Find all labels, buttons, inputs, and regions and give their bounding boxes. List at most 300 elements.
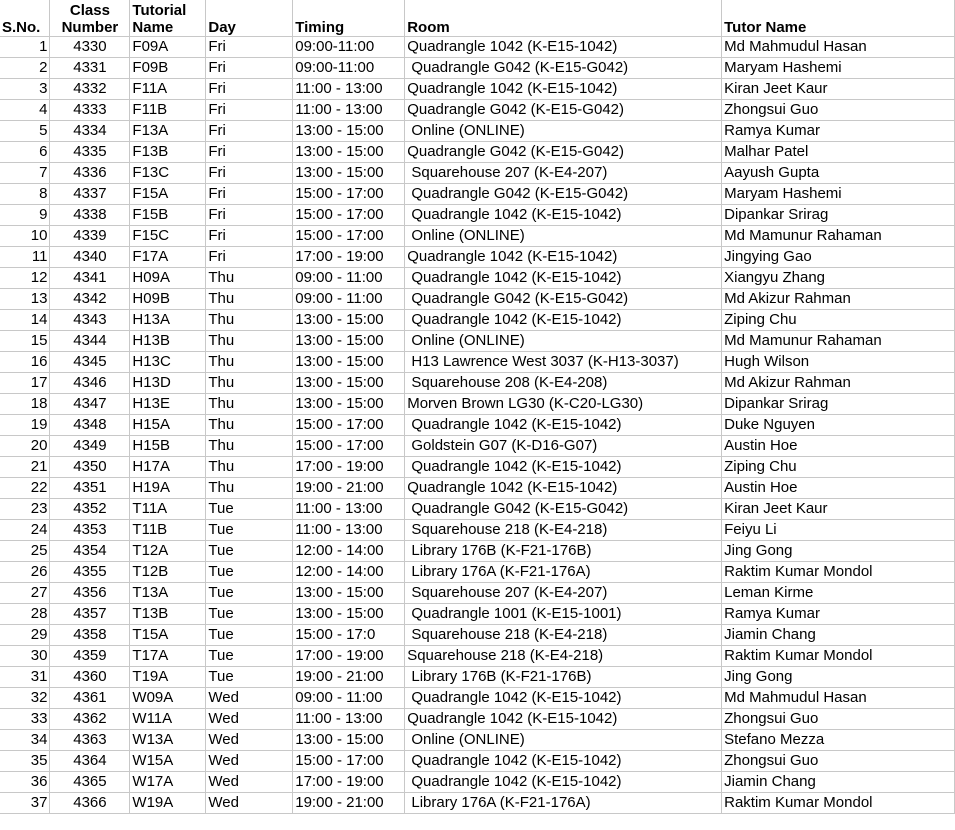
sno-cell[interactable]: 7 — [0, 163, 50, 184]
room-cell[interactable]: Quadrangle 1042 (K-E15-1042) — [405, 247, 722, 268]
class-number-cell[interactable]: 4354 — [50, 541, 130, 562]
day-cell[interactable]: Wed — [206, 709, 293, 730]
day-cell[interactable]: Tue — [206, 625, 293, 646]
table-row — [0, 646, 955, 667]
tutor-name-cell[interactable]: Md Mahmudul Hasan — [722, 688, 955, 709]
sno-cell[interactable]: 5 — [0, 121, 50, 142]
room-cell[interactable]: Online (ONLINE) — [405, 331, 722, 352]
class-number-cell[interactable]: 4356 — [50, 583, 130, 604]
header-sno[interactable] — [0, 0, 50, 37]
table-row — [0, 688, 955, 709]
tutor-name-cell[interactable]: Xiangyu Zhang — [722, 268, 955, 289]
tutorial-name-cell[interactable]: F13C — [130, 163, 206, 184]
room-cell[interactable]: Quadrangle 1042 (K-E15-1042) — [405, 268, 722, 289]
room-cell[interactable]: Quadrangle 1042 (K-E15-1042) — [405, 310, 722, 331]
room-cell[interactable]: Quadrangle 1042 (K-E15-1042) — [405, 415, 722, 436]
tutor-name-cell[interactable]: Ramya Kumar — [722, 121, 955, 142]
class-number-cell[interactable]: 4339 — [50, 226, 130, 247]
tutorial-name-cell[interactable]: F13A — [130, 121, 206, 142]
header-class-number[interactable] — [50, 0, 130, 37]
sno-cell[interactable]: 2 — [0, 58, 50, 79]
tutor-name-cell[interactable]: Hugh Wilson — [722, 352, 955, 373]
class-number-cell[interactable]: 4362 — [50, 709, 130, 730]
sno-cell[interactable]: 1 — [0, 37, 50, 58]
class-number-cell[interactable]: 4366 — [50, 793, 130, 814]
tutor-name-cell[interactable]: Md Mamunur Rahaman — [722, 331, 955, 352]
day-cell[interactable]: Thu — [206, 310, 293, 331]
tutor-name-cell[interactable]: Feiyu Li — [722, 520, 955, 541]
tutor-name-cell[interactable]: Zhongsui Guo — [722, 100, 955, 121]
day-cell[interactable]: Fri — [206, 247, 293, 268]
sno-cell[interactable]: 20 — [0, 436, 50, 457]
tutorial-name-cell[interactable]: F13B — [130, 142, 206, 163]
sno-cell[interactable]: 36 — [0, 772, 50, 793]
room-cell[interactable]: Quadrangle G042 (K-E15-G042) — [405, 58, 722, 79]
header-day-label: Day — [208, 19, 236, 36]
room-cell[interactable]: Squarehouse 218 (K-E4-218) — [405, 646, 722, 667]
table-row — [0, 730, 955, 751]
header-room-label: Room — [407, 19, 450, 36]
timing-cell[interactable]: 13:00 - 15:00 — [293, 583, 405, 604]
table-row — [0, 457, 955, 478]
sno-cell[interactable]: 17 — [0, 373, 50, 394]
header-tutor-name[interactable] — [722, 0, 955, 37]
tutor-name-cell[interactable]: Zhongsui Guo — [722, 751, 955, 772]
timing-cell[interactable]: 17:00 - 19:00 — [293, 247, 405, 268]
sno-cell[interactable]: 8 — [0, 184, 50, 205]
tutor-name-cell[interactable]: Ziping Chu — [722, 457, 955, 478]
timing-cell[interactable]: 15:00 - 17:00 — [293, 184, 405, 205]
table-row — [0, 163, 955, 184]
class-number-cell[interactable]: 4336 — [50, 163, 130, 184]
room-cell[interactable]: Morven Brown LG30 (K-C20-LG30) — [405, 394, 722, 415]
tutorial-name-cell[interactable]: T12A — [130, 541, 206, 562]
class-number-cell[interactable]: 4357 — [50, 604, 130, 625]
class-number-cell[interactable]: 4345 — [50, 352, 130, 373]
day-cell[interactable]: Tue — [206, 562, 293, 583]
timing-cell[interactable]: 11:00 - 13:00 — [293, 709, 405, 730]
table-row — [0, 142, 955, 163]
room-cell[interactable]: Quadrangle 1042 (K-E15-1042) — [405, 709, 722, 730]
room-cell[interactable]: Squarehouse 207 (K-E4-207) — [405, 163, 722, 184]
tutorial-name-cell[interactable]: F11A — [130, 79, 206, 100]
tutorial-name-cell[interactable]: W09A — [130, 688, 206, 709]
tutorial-name-cell[interactable]: F09B — [130, 58, 206, 79]
room-cell[interactable]: Quadrangle 1042 (K-E15-1042) — [405, 772, 722, 793]
timing-cell[interactable]: 19:00 - 21:00 — [293, 793, 405, 814]
room-cell[interactable]: Quadrangle G042 (K-E15-G042) — [405, 184, 722, 205]
timing-cell[interactable]: 19:00 - 21:00 — [293, 667, 405, 688]
day-cell[interactable]: Thu — [206, 415, 293, 436]
timing-cell[interactable]: 13:00 - 15:00 — [293, 373, 405, 394]
class-number-cell[interactable]: 4363 — [50, 730, 130, 751]
class-number-cell[interactable]: 4364 — [50, 751, 130, 772]
table-row — [0, 541, 955, 562]
room-cell[interactable]: Quadrangle G042 (K-E15-G042) — [405, 100, 722, 121]
day-cell[interactable]: Fri — [206, 163, 293, 184]
class-number-cell[interactable]: 4331 — [50, 58, 130, 79]
tutor-name-cell[interactable]: Md Mamunur Rahaman — [722, 226, 955, 247]
timing-cell[interactable]: 17:00 - 19:00 — [293, 772, 405, 793]
room-cell[interactable]: Library 176B (K-F21-176B) — [405, 541, 722, 562]
table-row — [0, 247, 955, 268]
timing-cell[interactable]: 13:00 - 15:00 — [293, 394, 405, 415]
class-number-cell[interactable]: 4349 — [50, 436, 130, 457]
timing-cell[interactable]: 13:00 - 15:00 — [293, 121, 405, 142]
sno-cell[interactable]: 4 — [0, 100, 50, 121]
sno-cell[interactable]: 30 — [0, 646, 50, 667]
class-number-cell[interactable]: 4342 — [50, 289, 130, 310]
day-cell[interactable]: Wed — [206, 772, 293, 793]
header-room[interactable] — [405, 0, 722, 37]
room-cell[interactable]: Library 176B (K-F21-176B) — [405, 667, 722, 688]
tutor-name-cell[interactable]: Raktim Kumar Mondol — [722, 562, 955, 583]
class-number-cell[interactable]: 4361 — [50, 688, 130, 709]
class-number-cell[interactable]: 4360 — [50, 667, 130, 688]
room-cell[interactable]: Quadrangle 1042 (K-E15-1042) — [405, 37, 722, 58]
tutor-name-cell[interactable]: Stefano Mezza — [722, 730, 955, 751]
table-row — [0, 499, 955, 520]
class-number-cell[interactable]: 4343 — [50, 310, 130, 331]
room-cell[interactable]: Library 176A (K-F21-176A) — [405, 562, 722, 583]
timing-cell[interactable]: 15:00 - 17:00 — [293, 436, 405, 457]
tutor-name-cell[interactable]: Raktim Kumar Mondol — [722, 793, 955, 814]
room-cell[interactable]: Quadrangle 1001 (K-E15-1001) — [405, 604, 722, 625]
room-cell[interactable]: Quadrangle 1042 (K-E15-1042) — [405, 79, 722, 100]
class-number-cell[interactable]: 4365 — [50, 772, 130, 793]
class-number-cell[interactable]: 4337 — [50, 184, 130, 205]
sno-cell[interactable]: 27 — [0, 583, 50, 604]
tutor-name-cell[interactable]: Ramya Kumar — [722, 604, 955, 625]
class-number-cell[interactable]: 4348 — [50, 415, 130, 436]
tutor-name-cell[interactable]: Raktim Kumar Mondol — [722, 646, 955, 667]
tutorial-name-cell[interactable]: F15A — [130, 184, 206, 205]
tutor-name-cell[interactable]: Austin Hoe — [722, 436, 955, 457]
class-number-cell[interactable]: 4338 — [50, 205, 130, 226]
timing-cell[interactable]: 13:00 - 15:00 — [293, 310, 405, 331]
day-cell[interactable]: Thu — [206, 478, 293, 499]
timing-cell[interactable]: 12:00 - 14:00 — [293, 562, 405, 583]
sno-cell[interactable]: 10 — [0, 226, 50, 247]
tutorial-name-cell[interactable]: W19A — [130, 793, 206, 814]
sno-cell[interactable]: 29 — [0, 625, 50, 646]
sno-cell[interactable]: 12 — [0, 268, 50, 289]
tutorial-name-cell[interactable]: W17A — [130, 772, 206, 793]
class-number-cell[interactable]: 4332 — [50, 79, 130, 100]
tutor-name-cell[interactable]: Maryam Hashemi — [722, 58, 955, 79]
tutorial-name-cell[interactable]: H15B — [130, 436, 206, 457]
sno-cell[interactable]: 26 — [0, 562, 50, 583]
class-number-cell[interactable]: 4333 — [50, 100, 130, 121]
table-row — [0, 793, 955, 814]
table-row — [0, 100, 955, 121]
tutorial-name-cell[interactable]: H13D — [130, 373, 206, 394]
table-row — [0, 184, 955, 205]
sno-cell[interactable]: 35 — [0, 751, 50, 772]
tutorial-name-cell[interactable]: T17A — [130, 646, 206, 667]
day-cell[interactable]: Thu — [206, 457, 293, 478]
tutor-name-cell[interactable]: Maryam Hashemi — [722, 184, 955, 205]
room-cell[interactable]: Quadrangle 1042 (K-E15-1042) — [405, 751, 722, 772]
day-cell[interactable]: Thu — [206, 331, 293, 352]
day-cell[interactable]: Tue — [206, 646, 293, 667]
table-row — [0, 562, 955, 583]
timing-cell[interactable]: 15:00 - 17:00 — [293, 205, 405, 226]
timing-cell[interactable]: 11:00 - 13:00 — [293, 520, 405, 541]
sno-cell[interactable]: 34 — [0, 730, 50, 751]
tutor-name-cell[interactable]: Kiran Jeet Kaur — [722, 499, 955, 520]
timing-cell[interactable]: 11:00 - 13:00 — [293, 79, 405, 100]
room-cell[interactable]: Goldstein G07 (K-D16-G07) — [405, 436, 722, 457]
tutorial-name-cell[interactable]: H09A — [130, 268, 206, 289]
day-cell[interactable]: Tue — [206, 604, 293, 625]
sno-cell[interactable]: 31 — [0, 667, 50, 688]
timing-cell[interactable]: 17:00 - 19:00 — [293, 457, 405, 478]
sno-cell[interactable]: 28 — [0, 604, 50, 625]
room-cell[interactable]: Quadrangle 1042 (K-E15-1042) — [405, 205, 722, 226]
table-row — [0, 310, 955, 331]
tutorial-name-cell[interactable]: T13A — [130, 583, 206, 604]
room-cell[interactable]: Library 176A (K-F21-176A) — [405, 793, 722, 814]
tutorial-name-cell[interactable]: F09A — [130, 37, 206, 58]
timing-cell[interactable]: 09:00-11:00 — [293, 37, 405, 58]
tutorial-name-cell[interactable]: T13B — [130, 604, 206, 625]
table-row — [0, 604, 955, 625]
header-timing-label: Timing — [295, 19, 345, 36]
tutor-name-cell[interactable]: Jingying Gao — [722, 247, 955, 268]
tutor-name-cell[interactable]: Md Akizur Rahman — [722, 373, 955, 394]
table-body — [0, 37, 955, 814]
tutor-name-cell[interactable]: Kiran Jeet Kaur — [722, 79, 955, 100]
tutorial-name-cell[interactable]: H09B — [130, 289, 206, 310]
room-cell[interactable]: Squarehouse 218 (K-E4-218) — [405, 520, 722, 541]
tutor-name-cell[interactable]: Dipankar Srirag — [722, 205, 955, 226]
day-cell[interactable]: Wed — [206, 793, 293, 814]
tutorial-name-cell[interactable]: H13C — [130, 352, 206, 373]
sno-cell[interactable]: 24 — [0, 520, 50, 541]
day-cell[interactable]: Wed — [206, 730, 293, 751]
timing-cell[interactable]: 19:00 - 21:00 — [293, 478, 405, 499]
sno-cell[interactable]: 21 — [0, 457, 50, 478]
table-row — [0, 205, 955, 226]
class-number-cell[interactable]: 4353 — [50, 520, 130, 541]
room-cell[interactable]: Online (ONLINE) — [405, 121, 722, 142]
tutor-name-cell[interactable]: Md Akizur Rahman — [722, 289, 955, 310]
timing-cell[interactable]: 12:00 - 14:00 — [293, 541, 405, 562]
timing-cell[interactable]: 17:00 - 19:00 — [293, 646, 405, 667]
tutorial-name-cell[interactable]: F15C — [130, 226, 206, 247]
day-cell[interactable]: Fri — [206, 79, 293, 100]
day-cell[interactable]: Fri — [206, 184, 293, 205]
tutor-name-cell[interactable]: Dipankar Srirag — [722, 394, 955, 415]
class-number-cell[interactable]: 4330 — [50, 37, 130, 58]
header-sno-label: S.No. — [2, 19, 41, 36]
day-cell[interactable]: Wed — [206, 688, 293, 709]
class-number-cell[interactable]: 4351 — [50, 478, 130, 499]
sno-cell[interactable]: 22 — [0, 478, 50, 499]
sno-cell[interactable]: 13 — [0, 289, 50, 310]
tutorial-name-cell[interactable]: H15A — [130, 415, 206, 436]
timing-cell[interactable]: 11:00 - 13:00 — [293, 100, 405, 121]
tutor-name-cell[interactable]: Jiamin Chang — [722, 772, 955, 793]
tutorial-name-cell[interactable]: F15B — [130, 205, 206, 226]
day-cell[interactable]: Tue — [206, 583, 293, 604]
tutor-name-cell[interactable]: Duke Nguyen — [722, 415, 955, 436]
day-cell[interactable]: Fri — [206, 121, 293, 142]
tutor-name-cell[interactable]: Jing Gong — [722, 541, 955, 562]
day-cell[interactable]: Thu — [206, 436, 293, 457]
day-cell[interactable]: Fri — [206, 37, 293, 58]
day-cell[interactable]: Fri — [206, 205, 293, 226]
tutor-name-cell[interactable]: Ziping Chu — [722, 310, 955, 331]
timing-cell[interactable]: 13:00 - 15:00 — [293, 352, 405, 373]
header-tutor-name-label: Tutor Name — [724, 19, 807, 36]
day-cell[interactable]: Thu — [206, 289, 293, 310]
day-cell[interactable]: Tue — [206, 520, 293, 541]
timing-cell[interactable]: 13:00 - 15:00 — [293, 163, 405, 184]
tutorial-name-cell[interactable]: W11A — [130, 709, 206, 730]
sno-cell[interactable]: 33 — [0, 709, 50, 730]
header-day[interactable] — [206, 0, 293, 37]
timing-cell[interactable]: 15:00 - 17:0 — [293, 625, 405, 646]
sno-cell[interactable]: 19 — [0, 415, 50, 436]
tutor-name-cell[interactable]: Md Mahmudul Hasan — [722, 37, 955, 58]
day-cell[interactable]: Thu — [206, 394, 293, 415]
tutorial-name-cell[interactable]: H13E — [130, 394, 206, 415]
tutorial-name-cell[interactable]: W15A — [130, 751, 206, 772]
sno-cell[interactable]: 18 — [0, 394, 50, 415]
class-number-cell[interactable]: 4347 — [50, 394, 130, 415]
timing-cell[interactable]: 13:00 - 15:00 — [293, 331, 405, 352]
sno-cell[interactable]: 37 — [0, 793, 50, 814]
timing-cell[interactable]: 09:00 - 11:00 — [293, 268, 405, 289]
class-number-cell[interactable]: 4358 — [50, 625, 130, 646]
header-tutorial-name[interactable] — [130, 0, 206, 37]
timing-cell[interactable]: 13:00 - 15:00 — [293, 730, 405, 751]
room-cell[interactable]: Quadrangle 1042 (K-E15-1042) — [405, 478, 722, 499]
tutor-name-cell[interactable]: Leman Kirme — [722, 583, 955, 604]
timing-cell[interactable]: 09:00 - 11:00 — [293, 688, 405, 709]
class-number-cell[interactable]: 4335 — [50, 142, 130, 163]
room-cell[interactable]: H13 Lawrence West 3037 (K-H13-3037) — [405, 352, 722, 373]
timing-cell[interactable]: 11:00 - 13:00 — [293, 499, 405, 520]
sno-cell[interactable]: 16 — [0, 352, 50, 373]
sno-cell[interactable]: 32 — [0, 688, 50, 709]
class-number-cell[interactable]: 4359 — [50, 646, 130, 667]
day-cell[interactable]: Wed — [206, 751, 293, 772]
room-cell[interactable]: Quadrangle 1042 (K-E15-1042) — [405, 457, 722, 478]
room-cell[interactable]: Squarehouse 207 (K-E4-207) — [405, 583, 722, 604]
timing-cell[interactable]: 13:00 - 15:00 — [293, 142, 405, 163]
tutorial-name-cell[interactable]: H13A — [130, 310, 206, 331]
sno-cell[interactable]: 15 — [0, 331, 50, 352]
timing-cell[interactable]: 09:00-11:00 — [293, 58, 405, 79]
table-row — [0, 520, 955, 541]
class-number-cell[interactable]: 4346 — [50, 373, 130, 394]
room-cell[interactable]: Squarehouse 218 (K-E4-218) — [405, 625, 722, 646]
tutorial-name-cell[interactable]: T19A — [130, 667, 206, 688]
class-number-cell[interactable]: 4355 — [50, 562, 130, 583]
day-cell[interactable]: Thu — [206, 373, 293, 394]
day-cell[interactable]: Thu — [206, 352, 293, 373]
day-cell[interactable]: Fri — [206, 226, 293, 247]
sno-cell[interactable]: 9 — [0, 205, 50, 226]
tutorial-name-cell[interactable]: F17A — [130, 247, 206, 268]
tutorial-name-cell[interactable]: T15A — [130, 625, 206, 646]
table-row — [0, 709, 955, 730]
header-timing[interactable] — [293, 0, 405, 37]
class-number-cell[interactable]: 4352 — [50, 499, 130, 520]
tutorial-name-cell[interactable]: T11B — [130, 520, 206, 541]
room-cell[interactable]: Quadrangle G042 (K-E15-G042) — [405, 142, 722, 163]
day-cell[interactable]: Fri — [206, 142, 293, 163]
day-cell[interactable]: Fri — [206, 100, 293, 121]
tutorial-name-cell[interactable]: T12B — [130, 562, 206, 583]
tutor-name-cell[interactable]: Aayush Gupta — [722, 163, 955, 184]
room-cell[interactable]: Quadrangle G042 (K-E15-G042) — [405, 289, 722, 310]
tutor-name-cell[interactable]: Jing Gong — [722, 667, 955, 688]
class-number-cell[interactable]: 4350 — [50, 457, 130, 478]
tutorial-name-cell[interactable]: H13B — [130, 331, 206, 352]
tutorial-name-cell[interactable]: H17A — [130, 457, 206, 478]
table-row — [0, 415, 955, 436]
class-number-cell[interactable]: 4341 — [50, 268, 130, 289]
sno-cell[interactable]: 23 — [0, 499, 50, 520]
tutorial-name-cell[interactable]: W13A — [130, 730, 206, 751]
timing-cell[interactable]: 15:00 - 17:00 — [293, 751, 405, 772]
day-cell[interactable]: Tue — [206, 499, 293, 520]
class-number-cell[interactable]: 4344 — [50, 331, 130, 352]
tutorial-name-cell[interactable]: T11A — [130, 499, 206, 520]
tutorial-name-cell[interactable]: H19A — [130, 478, 206, 499]
day-cell[interactable]: Fri — [206, 58, 293, 79]
table-row — [0, 436, 955, 457]
table-row — [0, 772, 955, 793]
timing-cell[interactable]: 13:00 - 15:00 — [293, 604, 405, 625]
class-number-cell[interactable]: 4340 — [50, 247, 130, 268]
sno-cell[interactable]: 14 — [0, 310, 50, 331]
tutor-name-cell[interactable]: Malhar Patel — [722, 142, 955, 163]
sno-cell[interactable]: 6 — [0, 142, 50, 163]
sno-cell[interactable]: 3 — [0, 79, 50, 100]
header-tutorial-name-line1: Tutorial — [132, 2, 187, 19]
room-cell[interactable]: Online (ONLINE) — [405, 730, 722, 751]
table-row — [0, 58, 955, 79]
class-number-cell[interactable]: 4334 — [50, 121, 130, 142]
table-row — [0, 79, 955, 100]
room-cell[interactable]: Online (ONLINE) — [405, 226, 722, 247]
sno-cell[interactable]: 25 — [0, 541, 50, 562]
table-row — [0, 37, 955, 58]
timing-cell[interactable]: 15:00 - 17:00 — [293, 226, 405, 247]
tutor-name-cell[interactable]: Jiamin Chang — [722, 625, 955, 646]
room-cell[interactable]: Squarehouse 208 (K-E4-208) — [405, 373, 722, 394]
room-cell[interactable]: Quadrangle G042 (K-E15-G042) — [405, 499, 722, 520]
timing-cell[interactable]: 15:00 - 17:00 — [293, 415, 405, 436]
timing-cell[interactable]: 09:00 - 11:00 — [293, 289, 405, 310]
tutor-name-cell[interactable]: Austin Hoe — [722, 478, 955, 499]
tutor-name-cell[interactable]: Zhongsui Guo — [722, 709, 955, 730]
table-row — [0, 751, 955, 772]
day-cell[interactable]: Thu — [206, 268, 293, 289]
header-class-number-line1: Class — [69, 2, 110, 19]
tutorial-name-cell[interactable]: F11B — [130, 100, 206, 121]
room-cell[interactable]: Quadrangle 1042 (K-E15-1042) — [405, 688, 722, 709]
sno-cell[interactable]: 11 — [0, 247, 50, 268]
day-cell[interactable]: Tue — [206, 541, 293, 562]
day-cell[interactable]: Tue — [206, 667, 293, 688]
table-row — [0, 331, 955, 352]
